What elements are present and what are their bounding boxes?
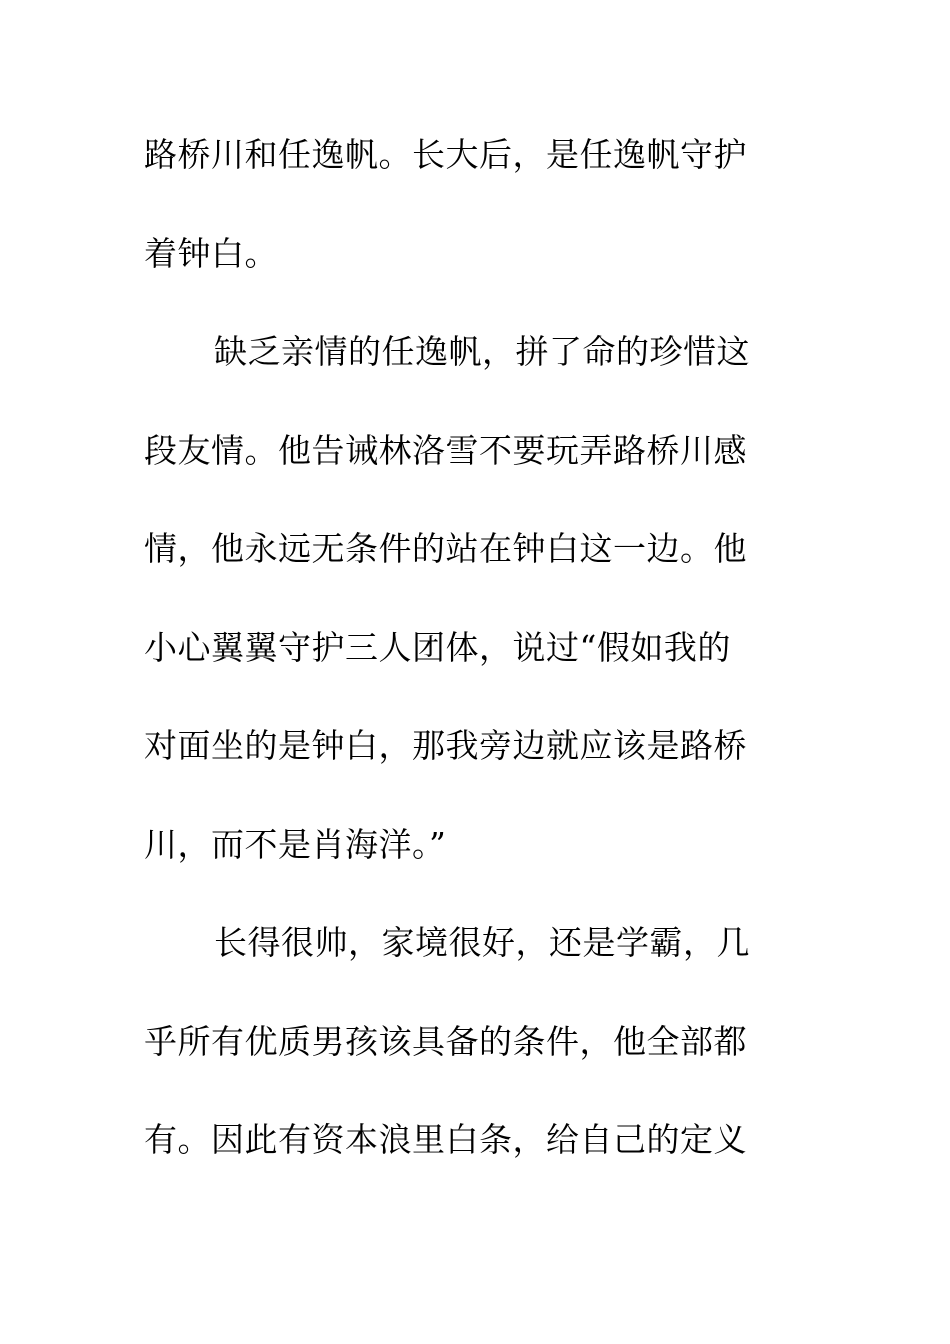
paragraph-start-line: 缺乏亲情的任逸帆，拼了命的珍惜这	[214, 332, 750, 371]
text-line: 情，他永远无条件的站在钟白这一边。他	[144, 529, 747, 568]
text-line: 着钟白。	[144, 233, 278, 273]
text-line: 路桥川和任逸帆。长大后，是任逸帆守护	[144, 135, 747, 174]
text-line: 乎所有优质男孩该具备的条件，他全部都	[144, 1021, 747, 1061]
text-line: 有。因此有资本浪里白条，给自己的定义	[144, 1120, 747, 1159]
body-text	[144, 122, 784, 1206]
text-line: 对面坐的是钟白，那我旁边就应该是路桥	[144, 726, 747, 765]
text-line: 段友情。他告诫林洛雪不要玩弄路桥川感	[144, 430, 747, 470]
text-line: 小心翼翼守护三人团体，说过“假如我的	[144, 627, 731, 667]
text-line: 川，而不是肖海洋。”	[144, 824, 447, 864]
paragraph-start-line: 长得很帅，家境很好，还是学霸，几	[214, 923, 750, 962]
